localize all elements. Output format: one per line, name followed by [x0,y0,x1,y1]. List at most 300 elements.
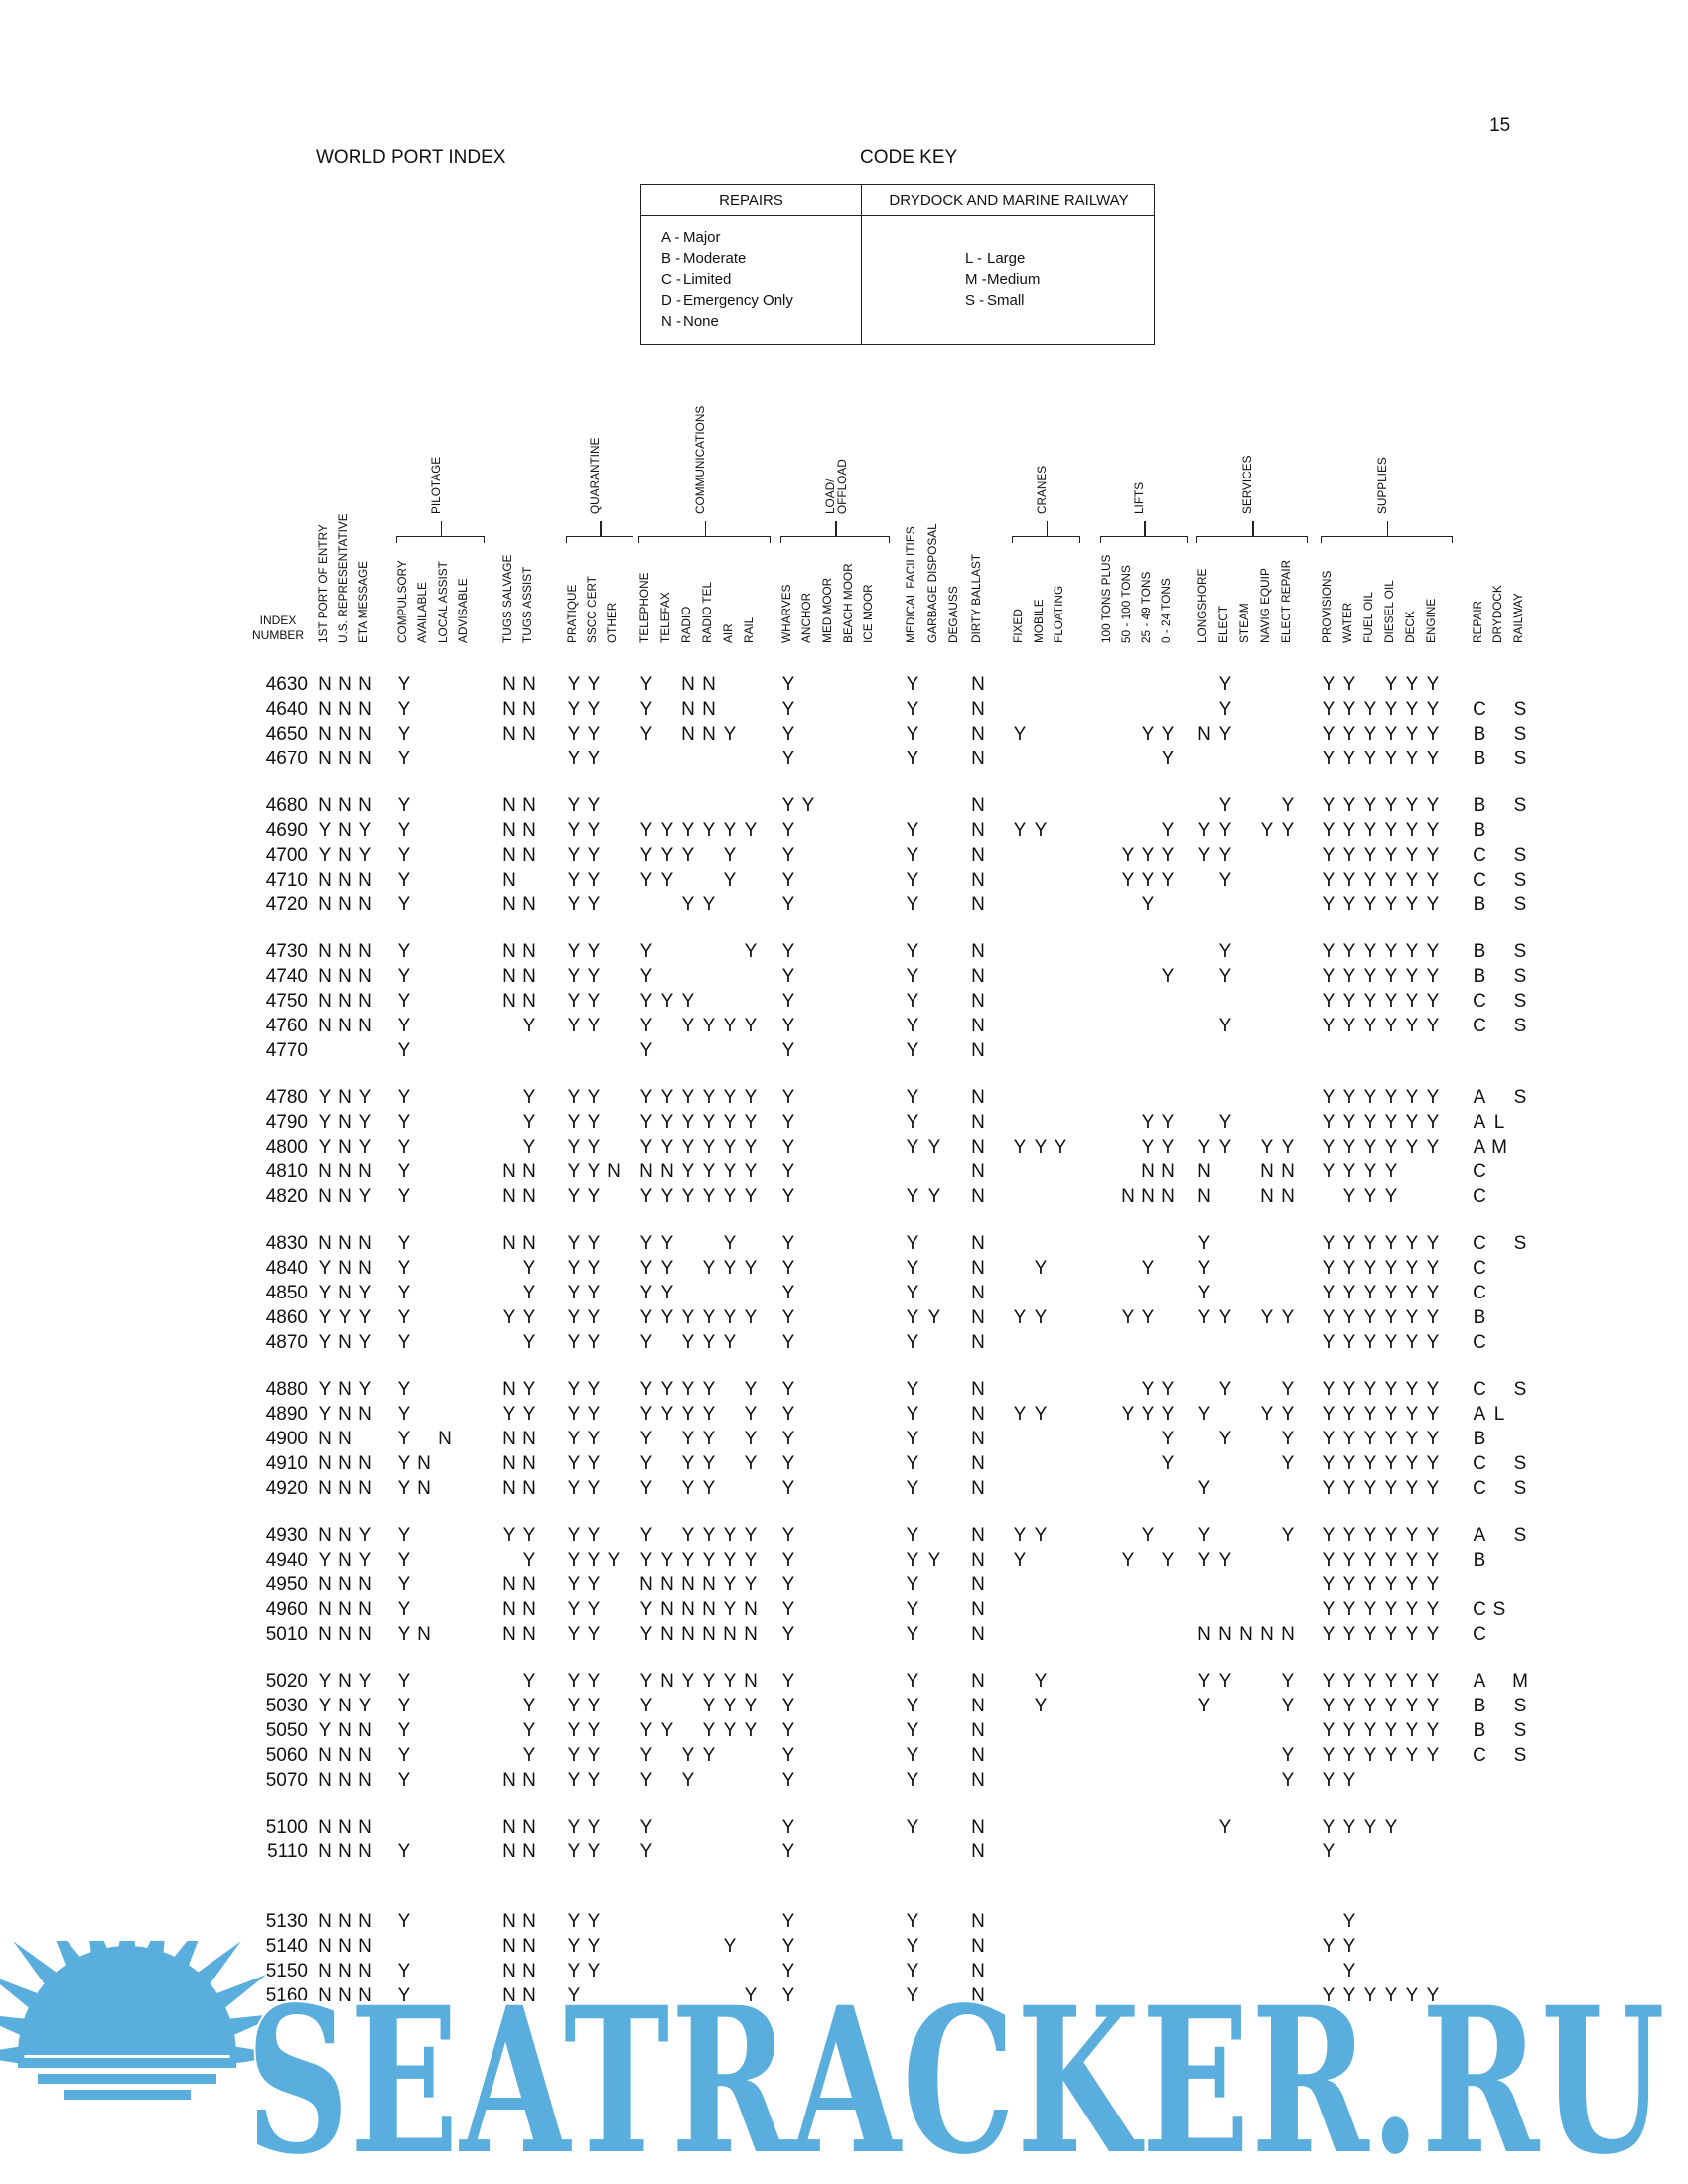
table-cell: C [1473,1186,1486,1207]
table-cell: Y [781,1478,795,1499]
table-cell: Y [1197,1696,1211,1716]
table-cell: Y [397,1624,411,1645]
table-cell: N [522,820,536,841]
table-cell: N [338,1936,352,1957]
page-number: 15 [1489,115,1511,136]
table-cell: Y [681,1404,695,1425]
table-cell: Y [502,1404,516,1425]
table-cell: N [971,1911,985,1932]
table-cell: S [1513,1379,1527,1400]
table-cell: Y [1426,870,1440,890]
table-cell: N [502,1478,516,1499]
table-cell: Y [781,991,795,1012]
table-cell: Y [1281,1696,1295,1716]
table-cell: Y [567,724,581,745]
table-cell: S [1513,1745,1527,1766]
table-cell: Y [397,1332,411,1353]
table-cell: Y [723,1258,737,1279]
table-cell: Y [1342,1258,1356,1279]
column-header: FIXED [1011,609,1025,643]
table-cell: Y [781,1332,795,1353]
table-cell: Y [587,1016,601,1036]
table-cell: Y [1405,1137,1419,1158]
table-cell: Y [781,699,795,720]
table-cell: N [318,991,332,1012]
table-cell: Y [660,1186,674,1207]
table-cell: N [522,1770,536,1791]
table-cell: Y [1426,966,1440,987]
table-cell: Y [1322,1478,1336,1499]
table-cell: Y [660,1137,674,1158]
table-cell: Y [1363,1478,1377,1499]
table-cell: Y [318,1696,332,1716]
table-cell: Y [681,1550,695,1570]
table-cell: Y [397,699,411,720]
table-cell: Y [906,991,919,1012]
table-cell: Y [587,1599,601,1620]
table-cell: N [660,1574,674,1595]
column-header: 25 - 49 TONS [1139,571,1153,643]
table-cell: Y [781,795,795,816]
table-cell: Y [1363,894,1377,915]
table-cell: Y [639,1186,653,1207]
table-cell: C [1473,1258,1486,1279]
table-cell: Y [1197,1258,1211,1279]
table-cell: Y [702,1453,716,1474]
table-cell: Y [587,1720,601,1741]
table-cell: Y [906,1112,919,1133]
table-cell: N [338,941,352,962]
table-cell: Y [906,1040,919,1061]
table-cell: Y [781,1186,795,1207]
table-cell: Y [744,1379,758,1400]
table-cell: Y [660,1112,674,1133]
table-cell: Y [1426,674,1440,695]
table-cell: Y [1342,1936,1356,1957]
table-cell: Y [1342,1624,1356,1645]
table-cell: N [522,1911,536,1932]
table-cell: Y [702,1550,716,1570]
table-cell: B [1473,966,1486,987]
table-cell: N [1161,1161,1175,1182]
table-cell: N [971,1550,985,1570]
table-cell: Y [927,1550,941,1570]
table-cell: Y [1342,1112,1356,1133]
table-cell: Y [681,991,695,1012]
table-cell: Y [723,870,737,890]
table-cell: Y [1342,724,1356,745]
table-cell: Y [781,1842,795,1862]
index-number: 4830 [265,1233,308,1254]
table-cell: Y [1141,870,1155,890]
table-cell: Y [781,1016,795,1036]
table-cell: N [502,1770,516,1791]
table-cell: Y [1034,820,1048,841]
index-number: 4630 [265,674,308,695]
table-cell: N [338,894,352,915]
table-cell: Y [639,820,653,841]
table-cell: Y [744,1161,758,1182]
table-cell: Y [744,1574,758,1595]
index-number: 4670 [265,749,308,769]
table-cell: N [338,1961,352,1981]
table-cell: Y [1363,724,1377,745]
table-cell: N [338,1186,352,1207]
table-cell: Y [1218,870,1232,890]
column-header: RADIO TEL [700,581,714,643]
table-cell: N [522,1429,536,1449]
table-cell: Y [702,820,716,841]
table-cell: Y [639,674,653,695]
table-cell: Y [1342,966,1356,987]
table-cell: Y [1322,1112,1336,1133]
table-cell: Y [1141,1525,1155,1546]
table-cell: Y [567,1911,581,1932]
table-cell: B [1473,1429,1486,1449]
table-cell: N [338,1112,352,1133]
table-cell: Y [660,1283,674,1303]
index-number: 4860 [265,1307,308,1328]
table-cell: Y [397,1161,411,1182]
table-cell: L [1493,1404,1505,1425]
table-cell: N [522,1453,536,1474]
table-cell: N [318,1574,332,1595]
table-cell: Y [1405,1332,1419,1353]
table-cell: Y [1342,1671,1356,1692]
table-cell: Y [1218,1307,1232,1328]
table-cell: Y [1260,1307,1274,1328]
table-cell: N [358,724,372,745]
table-cell: Y [1405,1696,1419,1716]
table-cell: N [522,1842,536,1862]
table-cell: Y [397,1599,411,1620]
table-cell: Y [906,966,919,987]
table-cell: Y [318,1307,332,1328]
table-cell: Y [1405,674,1419,695]
table-cell: Y [1281,1404,1295,1425]
table-cell: Y [1426,941,1440,962]
table-cell: Y [1363,1720,1377,1741]
table-cell: Y [397,674,411,695]
table-cell: Y [1363,1379,1377,1400]
table-cell: N [502,845,516,866]
column-header: ANCHOR [799,592,813,643]
table-cell: Y [567,1283,581,1303]
table-cell: Y [927,1186,941,1207]
index-number: 4650 [265,724,308,745]
table-cell: Y [397,795,411,816]
table-cell: Y [1384,1186,1398,1207]
index-number: 4640 [265,699,308,720]
column-header: OTHER [605,602,619,643]
table-cell: Y [781,1961,795,1981]
table-cell: Y [1322,1720,1336,1741]
table-cell: S [1513,845,1527,866]
table-cell: Y [1363,1525,1377,1546]
table-cell: Y [906,1624,919,1645]
table-cell: Y [1197,1671,1211,1692]
table-cell: Y [681,1016,695,1036]
column-header: TUGS ASSIST [520,566,534,643]
table-cell: Y [522,1671,536,1692]
table-cell: Y [781,1624,795,1645]
table-cell: Y [1426,795,1440,816]
table-cell: Y [358,1283,372,1303]
table-cell: Y [1405,1550,1419,1570]
table-cell: Y [318,1258,332,1279]
table-cell: N [338,1574,352,1595]
index-number: 4730 [265,941,308,962]
table-cell: Y [1322,1624,1336,1645]
table-cell: Y [1342,1137,1356,1158]
table-cell: Y [1363,1016,1377,1036]
table-cell: M [1491,1137,1507,1158]
table-cell: Y [567,991,581,1012]
table-cell: Y [587,1404,601,1425]
table-cell: Y [906,1087,919,1108]
table-cell: Y [723,1233,737,1254]
index-number: 4680 [265,795,308,816]
table-cell: Y [1322,1842,1336,1862]
table-cell: Y [397,724,411,745]
table-cell: Y [639,1817,653,1838]
table-cell: Y [1322,1258,1336,1279]
table-cell: Y [1141,724,1155,745]
table-cell: Y [1384,1671,1398,1692]
table-cell: N [358,699,372,720]
table-cell: Y [1218,1112,1232,1133]
table-cell: N [660,1161,674,1182]
table-cell: N [502,1817,516,1838]
table-cell: Y [397,1525,411,1546]
table-cell: Y [1342,1161,1356,1182]
table-cell: Y [397,1040,411,1061]
table-cell: N [318,724,332,745]
table-cell: Y [906,749,919,769]
table-cell: S [1513,991,1527,1012]
table-cell: C [1473,1332,1486,1353]
table-cell: N [971,1985,985,2006]
table-cell: Y [639,1040,653,1061]
table-cell: N [338,1985,352,2006]
table-cell: Y [358,1186,372,1207]
table-cell: Y [1405,795,1419,816]
table-cell: Y [1426,1404,1440,1425]
table-cell: Y [1281,1307,1295,1328]
table-cell: Y [723,1671,737,1692]
table-cell: Y [781,1040,795,1061]
table-cell: A [1473,1404,1486,1425]
table-cell: N [338,1770,352,1791]
table-cell: Y [567,1574,581,1595]
index-number: 4940 [265,1550,308,1570]
table-cell: N [318,1817,332,1838]
table-cell: Y [1161,1137,1175,1158]
table-cell: Y [567,1599,581,1620]
index-number: 4930 [265,1525,308,1546]
table-cell: N [358,1258,372,1279]
table-cell: Y [318,1720,332,1741]
table-cell: A [1473,1112,1486,1133]
table-cell: Y [1342,1911,1356,1932]
table-cell: N [971,1842,985,1862]
table-cell: N [1141,1186,1155,1207]
table-cell: Y [1342,1478,1356,1499]
column-header: DIESEL OIL [1382,580,1396,643]
table-cell: B [1473,795,1486,816]
table-cell: N [1197,1186,1211,1207]
table-cell: Y [1218,820,1232,841]
table-cell: Y [397,941,411,962]
table-cell: Y [639,1842,653,1862]
table-cell: Y [587,1770,601,1791]
table-cell: Y [1426,1087,1440,1108]
table-cell: Y [567,1671,581,1692]
table-cell: Y [587,674,601,695]
table-cell: Y [1197,1137,1211,1158]
table-cell: Y [522,1745,536,1766]
table-cell: Y [587,1453,601,1474]
table-cell: C [1473,1233,1486,1254]
table-cell: Y [1013,1525,1027,1546]
column-header: STEAM [1237,603,1251,643]
table-cell: S [1513,1525,1527,1546]
table-cell: Y [1426,1696,1440,1716]
table-cell: N [702,699,716,720]
table-cell: Y [702,1404,716,1425]
table-cell: Y [681,1770,695,1791]
table-cell: Y [397,1379,411,1400]
table-cell: N [338,1283,352,1303]
index-number: 4840 [265,1258,308,1279]
table-cell: Y [338,1307,352,1328]
table-cell: Y [681,1478,695,1499]
column-header: FUEL OIL [1361,591,1375,643]
table-cell: Y [587,1550,601,1570]
table-cell: Y [1141,1307,1155,1328]
table-cell: Y [681,1161,695,1182]
table-cell: Y [781,1525,795,1546]
table-cell: Y [1141,1137,1155,1158]
table-cell: Y [1405,1745,1419,1766]
table-cell: Y [1426,699,1440,720]
table-cell: Y [781,870,795,890]
table-cell: Y [1342,820,1356,841]
table-cell: N [502,1379,516,1400]
legend-item: N - None [661,313,719,330]
table-cell: A [1473,1671,1486,1692]
table-cell: Y [906,1379,919,1400]
table-cell: N [358,1936,372,1957]
table-cell: B [1473,1550,1486,1570]
table-cell: Y [397,894,411,915]
table-cell: Y [587,845,601,866]
table-cell: Y [358,845,372,866]
table-cell: Y [587,1671,601,1692]
table-cell: Y [1426,1332,1440,1353]
table-cell: Y [1281,1137,1295,1158]
index-number: 4700 [265,845,308,866]
table-cell: Y [744,1087,758,1108]
table-cell: Y [744,1696,758,1716]
table-cell: Y [639,1404,653,1425]
table-cell: Y [781,1770,795,1791]
table-cell: Y [1322,1161,1336,1182]
table-cell: Y [587,1258,601,1279]
table-cell: Y [1342,1379,1356,1400]
table-cell: N [971,1745,985,1766]
table-cell: Y [906,1307,919,1328]
table-cell: N [358,1161,372,1182]
table-cell: Y [587,1112,601,1133]
table-cell: N [971,941,985,962]
table-cell: Y [723,1161,737,1182]
table-cell: Y [1426,1985,1440,2006]
table-cell: Y [1034,1671,1048,1692]
table-cell: Y [1363,1233,1377,1254]
table-cell: Y [1141,1404,1155,1425]
table-cell: Y [1034,1404,1048,1425]
table-cell: N [338,699,352,720]
table-cell: N [338,1696,352,1716]
table-cell: N [318,1161,332,1182]
table-cell: Y [397,1307,411,1328]
table-cell: Y [702,1379,716,1400]
table-cell: N [971,1599,985,1620]
table-cell: Y [1322,1985,1336,2006]
table-cell: Y [1322,991,1336,1012]
table-cell: Y [522,1016,536,1036]
table-cell: Y [1342,991,1356,1012]
table-cell: N [1239,1624,1253,1645]
table-cell: Y [1218,674,1232,695]
index-number: 4900 [265,1429,308,1449]
table-cell: N [318,1842,332,1862]
index-number: 4800 [265,1137,308,1158]
table-cell: N [502,1453,516,1474]
table-cell: Y [358,1379,372,1400]
table-cell: Y [906,1258,919,1279]
table-cell: Y [1426,1671,1440,1692]
table-cell: Y [639,941,653,962]
table-cell: N [971,1525,985,1546]
table-cell: S [1513,1233,1527,1254]
column-group-label: SUPPLIES [1374,457,1389,514]
table-cell: Y [681,1429,695,1449]
table-cell: Y [1322,1936,1336,1957]
table-cell: Y [1426,1429,1440,1449]
table-cell: Y [1426,1720,1440,1741]
table-cell: Y [781,1599,795,1620]
table-cell: Y [318,1283,332,1303]
index-number: 5050 [265,1720,308,1741]
table-cell: Y [1342,699,1356,720]
table-cell: Y [1384,894,1398,915]
table-cell: Y [397,1478,411,1499]
table-cell: Y [723,1112,737,1133]
table-cell: N [338,820,352,841]
column-group-label: COMMUNICATIONS [692,405,707,514]
column-header: DEGAUSS [946,586,960,643]
legend-item: L - Large [965,250,1026,267]
index-number: 4690 [265,820,308,841]
table-cell: N [338,1817,352,1838]
index-number: 4750 [265,991,308,1012]
table-cell: Y [522,1379,536,1400]
table-cell: Y [587,1936,601,1957]
table-cell: Y [1161,870,1175,890]
table-cell: Y [702,1258,716,1279]
